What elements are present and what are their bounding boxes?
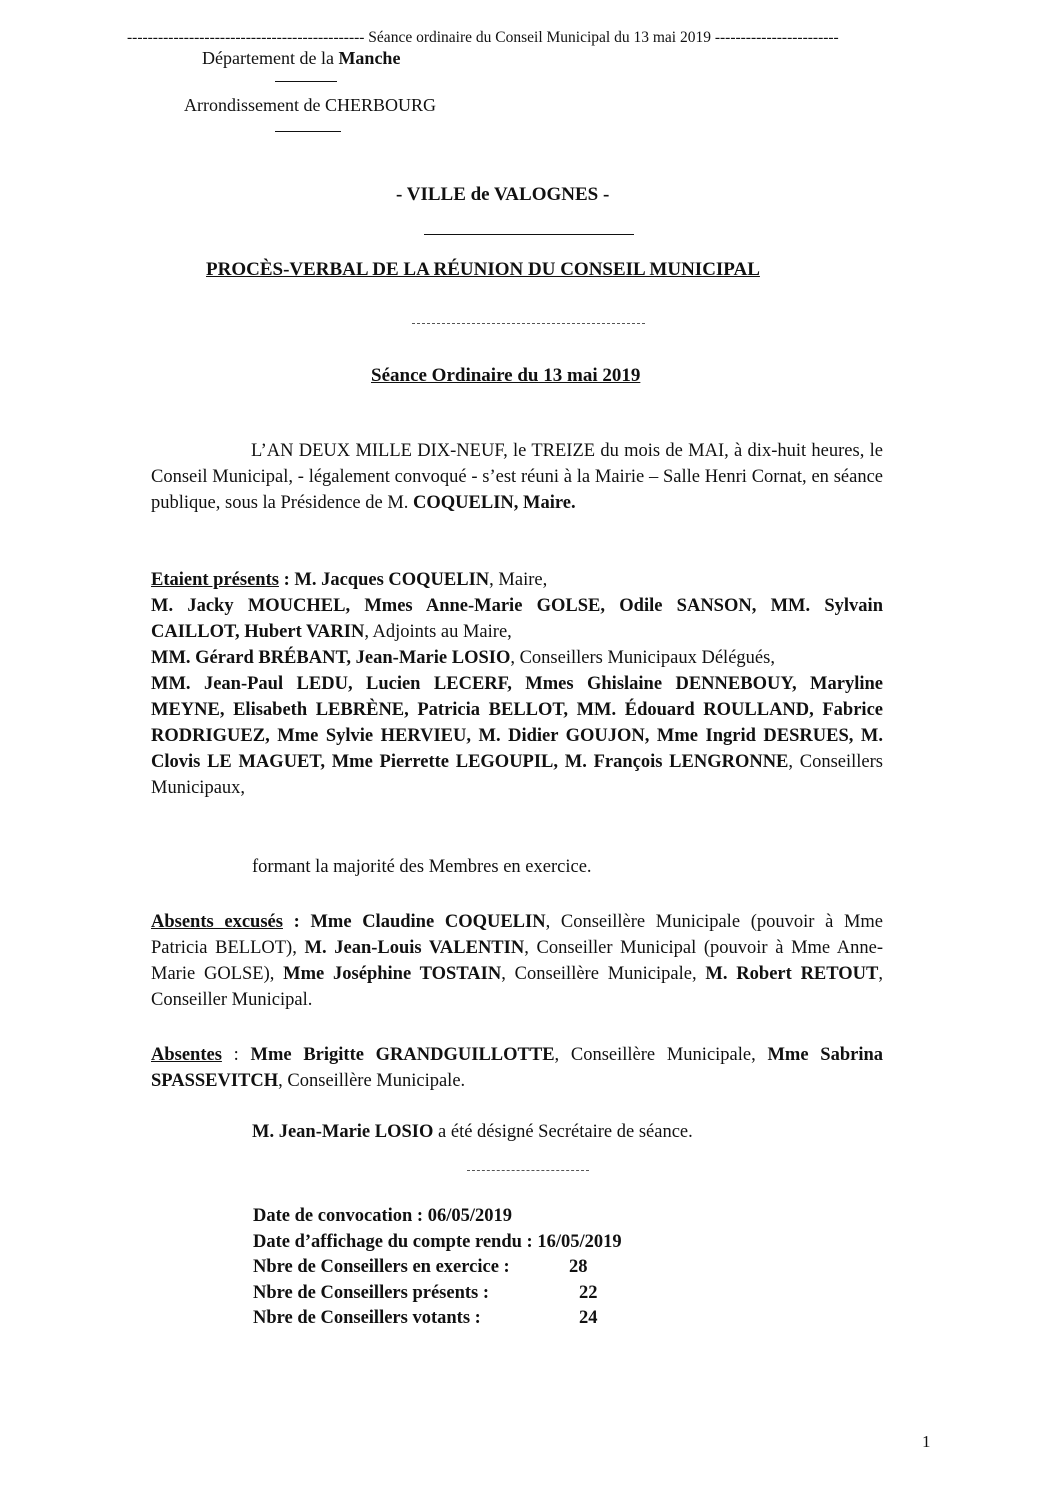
conseillers-role: , Conseillers Municipaux,	[151, 752, 884, 798]
presents-section	[151, 567, 883, 801]
page-number: 1	[922, 1432, 931, 1451]
delegues-names: MM. Gérard BRÉBANT, Jean-Marie LOSIO	[151, 648, 511, 668]
absent-excuse-3-text: , Conseillère Municipale,	[501, 964, 706, 984]
absente-2: Mme Sabrina SPASSEVITCH	[151, 1045, 883, 1091]
absente-2-text: , Conseillère Municipale.	[278, 1071, 466, 1091]
arrondissement-line: Arrondissement de CHERBOURG	[184, 95, 436, 115]
secretary-name: M. Jean-Marie LOSIO	[252, 1122, 434, 1142]
stat-value: 28	[569, 1257, 588, 1277]
secretary-separator	[467, 1170, 589, 1171]
absent-excuse-4: M. Robert RETOUT	[705, 964, 879, 984]
absentes-section	[151, 1042, 883, 1094]
title-separator	[412, 323, 645, 324]
intro-text: L’AN DEUX MILLE DIX-NEUF, le TREIZE du mois de MAI, à dix-huit heures, le Conseil Municipal, - légalement convoqué - s’est réuni à la Mairie – Salle Henri Cornat, en séance publique, sous la Présidence de M.	[151, 441, 883, 513]
department-line	[202, 48, 400, 69]
arrondissement-rule	[275, 131, 341, 132]
presents-sep: :	[278, 570, 295, 590]
absents-excuses-section	[151, 909, 883, 1013]
department-name: Manche	[338, 48, 401, 68]
absent-excuse-4-text: , Conseiller Municipal.	[151, 964, 883, 1010]
absent-excuse-2-text: , Conseiller Municipal (pouvoir à Mme Anne-Marie GOLSE),	[151, 938, 883, 984]
presents-delegues	[151, 645, 883, 671]
stat-label: Date d’affichage du compte rendu : 16/05/2019	[253, 1231, 622, 1252]
adjoints-names: M. Jacky MOUCHEL, Mmes Anne-Marie GOLSE, Odile SANSON, MM. Sylvain CAILLOT, Hubert VARIN	[151, 596, 883, 642]
stat-affichage	[253, 1230, 622, 1256]
absentes-sep: :	[221, 1045, 251, 1065]
absentes-label: Absentes	[151, 1045, 222, 1065]
main-title: PROCÈS-VERBAL DE LA RÉUNION DU CONSEIL MUNICIPAL	[206, 259, 760, 280]
presents-maire: M. Jacques COQUELIN	[294, 570, 490, 590]
absent-excuse-2: M. Jean-Louis VALENTIN	[304, 938, 525, 958]
presents-maire-role: , Maire,	[489, 570, 548, 590]
session-title: Séance Ordinaire du 13 mai 2019	[371, 365, 641, 386]
stats-block	[253, 1204, 622, 1332]
department-rule	[275, 81, 337, 82]
running-header: ---------------------------------------------- Séance ordinaire du Conseil Municipal du 13 mai 2019 ------------------------	[127, 29, 839, 46]
conseillers-names: MM. Jean-Paul LEDU, Lucien LECERF, Mmes Ghislaine DENNEBOUY, Maryline MEYNE, Elisabeth LEBRÈNE, Patricia BELLOT, MM. Édouard ROULLAND, Fabrice RODRIGUEZ, Mme Sylvie HERVIEU, M. Didier GOUJON, Mme Ingrid DESRUES, M. Clovis LE MAGUET, Mme Pierrette LEGOUPIL, M. François LENGRONNE	[151, 674, 883, 772]
stat-exercice	[253, 1255, 622, 1281]
adjoints-role: , Adjoints au Maire,	[364, 622, 512, 642]
absente-1: Mme Brigitte GRANDGUILLOTTE	[250, 1045, 555, 1065]
absents-excuses-label: Absents excusés	[151, 912, 283, 932]
delegues-role: , Conseillers Municipaux Délégués,	[510, 648, 775, 668]
absente-1-text: , Conseillère Municipale,	[554, 1045, 768, 1065]
presents-label: Etaient présents	[151, 570, 279, 590]
absent-excuse-3: Mme Joséphine TOSTAIN	[283, 964, 502, 984]
absent-excuse-1: Mme Claudine COQUELIN	[310, 912, 546, 932]
stat-votants	[253, 1306, 622, 1332]
secretary-line	[252, 1122, 693, 1143]
stat-value: 22	[579, 1282, 598, 1303]
intro-paragraph	[151, 438, 883, 516]
stat-label: Date de convocation : 06/05/2019	[253, 1206, 512, 1226]
intro-president: COQUELIN, Maire.	[413, 493, 576, 513]
department-prefix: Département de la	[202, 48, 339, 68]
presents-conseillers	[151, 671, 883, 801]
ville-title: - VILLE de VALOGNES -	[396, 184, 610, 205]
absents-excuses-sep: :	[282, 912, 311, 932]
stat-label: Nbre de Conseillers présents :	[253, 1282, 490, 1303]
presents-line-maire	[151, 567, 883, 593]
stat-label: Nbre de Conseillers votants :	[253, 1308, 481, 1328]
presents-adjoints	[151, 593, 883, 645]
ville-rule	[424, 234, 634, 235]
majority-line: formant la majorité des Membres en exercice.	[252, 857, 592, 877]
stat-convocation	[253, 1204, 622, 1230]
stat-value: 24	[579, 1308, 598, 1328]
stat-label: Nbre de Conseillers en exercice :	[253, 1257, 510, 1277]
stat-presents	[253, 1281, 622, 1307]
secretary-text: a été désigné Secrétaire de séance.	[433, 1122, 693, 1142]
absent-excuse-1-text: , Conseillère Municipale (pouvoir à Mme Patricia BELLOT),	[151, 912, 884, 958]
